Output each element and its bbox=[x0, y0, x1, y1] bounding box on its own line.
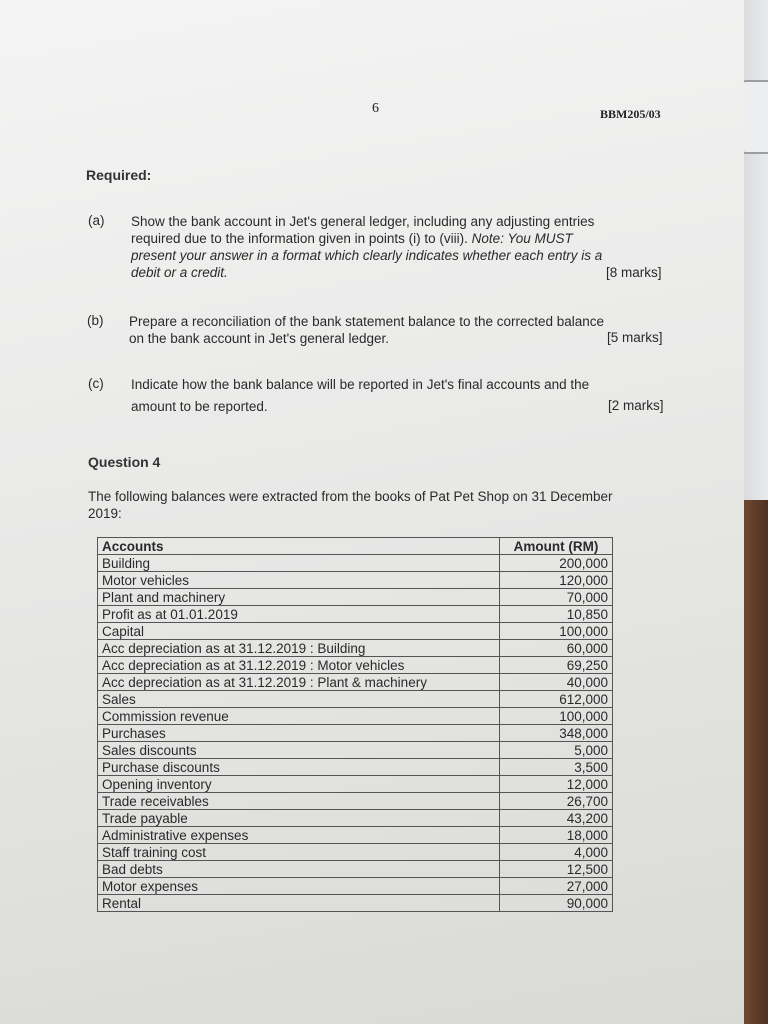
account-cell: Sales discounts bbox=[98, 742, 500, 759]
item-a-marks: [8 marks] bbox=[606, 265, 662, 280]
table-header-row bbox=[98, 538, 613, 555]
table-row bbox=[98, 708, 613, 725]
account-cell: Administrative expenses bbox=[98, 827, 500, 844]
amount-header: Amount (RM) bbox=[500, 538, 613, 555]
item-c-text: Indicate how the bank balance will be reported in Jet's final accounts and the amount to be reported. bbox=[131, 377, 590, 414]
table-row bbox=[98, 725, 613, 742]
table-row bbox=[98, 555, 613, 572]
item-a-text: Show the bank account in Jet's general ledger, including any adjusting entries required due to the information given in points (i) to (viii). Note: You MUST present your answer in a format which clearly indicates whether each entry is a debit or a credit. bbox=[131, 214, 603, 280]
amount-cell: 60,000 bbox=[500, 640, 613, 657]
table-row bbox=[98, 691, 613, 708]
table-row bbox=[98, 827, 613, 844]
account-cell: Trade payable bbox=[98, 810, 500, 827]
accounts-header: Accounts bbox=[98, 538, 500, 555]
account-cell: Purchase discounts bbox=[98, 759, 500, 776]
account-cell: Trade receivables bbox=[98, 793, 500, 810]
account-cell: Commission revenue bbox=[98, 708, 500, 725]
table-row bbox=[98, 589, 613, 606]
item-b-marks: [5 marks] bbox=[607, 330, 663, 345]
amount-cell: 12,000 bbox=[500, 776, 613, 793]
account-cell: Capital bbox=[98, 623, 500, 640]
table-row bbox=[98, 793, 613, 810]
account-cell: Purchases bbox=[98, 725, 500, 742]
amount-cell: 26,700 bbox=[500, 793, 613, 810]
required-heading: Required: bbox=[86, 167, 152, 183]
amount-cell: 69,250 bbox=[500, 657, 613, 674]
table-row bbox=[98, 776, 613, 793]
item-b-text: Prepare a reconciliation of the bank statement balance to the corrected balance on the bank account in Jet's general ledger. bbox=[129, 314, 605, 346]
table-row bbox=[98, 759, 613, 776]
account-cell: Staff training cost bbox=[98, 844, 500, 861]
question-intro: The following balances were extracted from the books of Pat Pet Shop on 31 December 2019: bbox=[88, 489, 613, 521]
amount-cell: 43,200 bbox=[500, 810, 613, 827]
table-row bbox=[98, 895, 613, 912]
question-title: Question 4 bbox=[88, 454, 161, 470]
table-row bbox=[98, 674, 613, 691]
account-cell: Acc depreciation as at 31.12.2019 : Building bbox=[98, 640, 500, 657]
amount-cell: 5,000 bbox=[500, 742, 613, 759]
table-row bbox=[98, 742, 613, 759]
table-row bbox=[98, 640, 613, 657]
table-row bbox=[98, 861, 613, 878]
account-cell: Acc depreciation as at 31.12.2019 : Motor vehicles bbox=[98, 657, 500, 674]
item-c-marks: [2 marks] bbox=[608, 398, 664, 413]
amount-cell: 612,000 bbox=[500, 691, 613, 708]
account-cell: Acc depreciation as at 31.12.2019 : Plant & machinery bbox=[98, 674, 500, 691]
table-row bbox=[98, 878, 613, 895]
account-cell: Bad debts bbox=[98, 861, 500, 878]
background-device bbox=[740, 80, 768, 154]
account-cell: Sales bbox=[98, 691, 500, 708]
account-cell: Motor vehicles bbox=[98, 572, 500, 589]
item-a-label: (a) bbox=[88, 213, 105, 228]
account-cell: Plant and machinery bbox=[98, 589, 500, 606]
amount-cell: 100,000 bbox=[500, 708, 613, 725]
item-b-label: (b) bbox=[87, 313, 104, 328]
table-row bbox=[98, 844, 613, 861]
amount-cell: 40,000 bbox=[500, 674, 613, 691]
amount-cell: 348,000 bbox=[500, 725, 613, 742]
amount-cell: 18,000 bbox=[500, 827, 613, 844]
amount-cell: 3,500 bbox=[500, 759, 613, 776]
page-number: 6 bbox=[372, 101, 379, 116]
account-cell: Motor expenses bbox=[98, 878, 500, 895]
amount-cell: 120,000 bbox=[500, 572, 613, 589]
amount-cell: 200,000 bbox=[500, 555, 613, 572]
table-row bbox=[98, 657, 613, 674]
account-cell: Building bbox=[98, 555, 500, 572]
table-row bbox=[98, 810, 613, 827]
amount-cell: 90,000 bbox=[500, 895, 613, 912]
course-code: BBM205/03 bbox=[600, 107, 661, 121]
amount-cell: 4,000 bbox=[500, 844, 613, 861]
amount-cell: 100,000 bbox=[500, 623, 613, 640]
amount-cell: 10,850 bbox=[500, 606, 613, 623]
amount-cell: 27,000 bbox=[500, 878, 613, 895]
account-cell: Rental bbox=[98, 895, 500, 912]
amount-cell: 70,000 bbox=[500, 589, 613, 606]
account-cell: Profit as at 01.01.2019 bbox=[98, 606, 500, 623]
account-cell: Opening inventory bbox=[98, 776, 500, 793]
item-c-label: (c) bbox=[88, 376, 104, 391]
table-row bbox=[98, 606, 613, 623]
table-row bbox=[98, 572, 613, 589]
table-row bbox=[98, 623, 613, 640]
balances-table bbox=[97, 537, 613, 912]
amount-cell: 12,500 bbox=[500, 861, 613, 878]
